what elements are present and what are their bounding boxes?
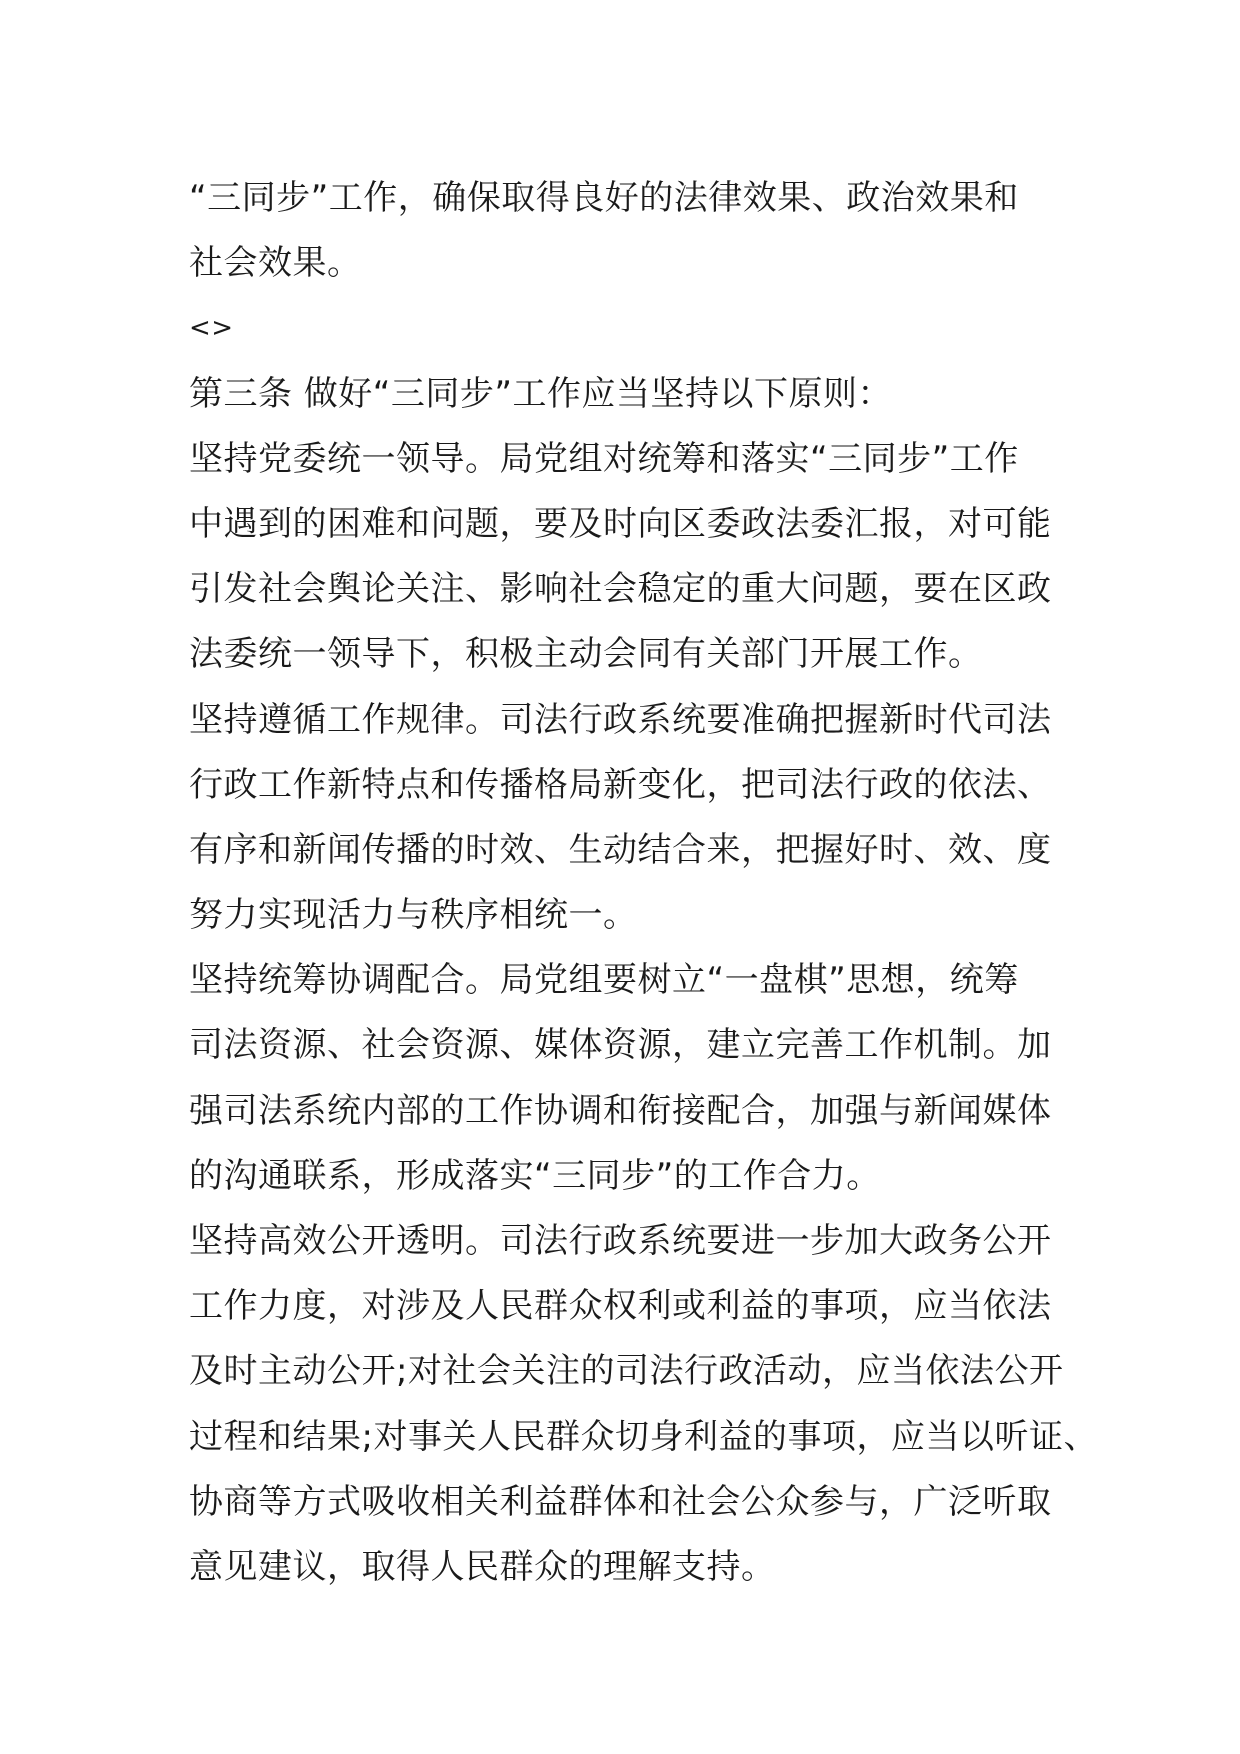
text-line: 法委统一领导下，积极主动会同有关部门开展工作。 bbox=[189, 634, 983, 675]
text-line: 行政工作新特点和传播格局新变化，把司法行政的依法、 bbox=[189, 764, 1052, 805]
placeholder-marker: <> bbox=[189, 313, 234, 344]
text-line: 坚持党委统一领导。局党组对统筹和落实“三同步”工作 bbox=[189, 438, 1019, 479]
text-line: 司法资源、社会资源、媒体资源，建立完善工作机制。加 bbox=[189, 1025, 1052, 1066]
text-line: 有序和新闻传播的时效、生动结合来，把握好时、效、度 bbox=[189, 829, 1052, 870]
article-heading: 第三条 做好“三同步”工作应当坚持以下原则： bbox=[189, 373, 893, 414]
text-line: 及时主动公开;对社会关注的司法行政活动，应当依法公开 bbox=[189, 1351, 1064, 1392]
text-line: 意见建议，取得人民群众的理解支持。 bbox=[189, 1546, 776, 1587]
text-line: 过程和结果;对事关人民群众切身利益的事项，应当以听证、 bbox=[189, 1416, 1098, 1457]
text-line: 中遇到的困难和问题，要及时向区委政法委汇报，对可能 bbox=[189, 503, 1052, 544]
text-line: 坚持高效公开透明。司法行政系统要进一步加大政务公开 bbox=[189, 1221, 1052, 1261]
text-line: 的沟通联系，形成落实“三同步”的工作合力。 bbox=[189, 1155, 881, 1196]
text-line: 工作力度，对涉及人民群众权利或利益的事项，应当依法 bbox=[189, 1286, 1052, 1327]
text-line: 坚持遵循工作规律。司法行政系统要准确把握新时代司法 bbox=[189, 699, 1052, 740]
text-line: 坚持统筹协调配合。局党组要树立“一盘棋”思想，统筹 bbox=[189, 960, 1019, 1001]
text-line: 协商等方式吸收相关利益群体和社会公众参与，广泛听取 bbox=[189, 1481, 1052, 1522]
text-line: 努力实现活力与秩序相统一。 bbox=[189, 895, 638, 936]
text-line: 社会效果。 bbox=[189, 243, 362, 284]
text-line: “三同步”工作，确保取得良好的法律效果、政治效果和 bbox=[189, 178, 1019, 218]
text-line: 引发社会舆论关注、影响社会稳定的重大问题，要在区政 bbox=[189, 569, 1052, 610]
text-line: 强司法系统内部的工作协调和衔接配合，加强与新闻媒体 bbox=[189, 1090, 1052, 1131]
document-body bbox=[189, 166, 1098, 1600]
